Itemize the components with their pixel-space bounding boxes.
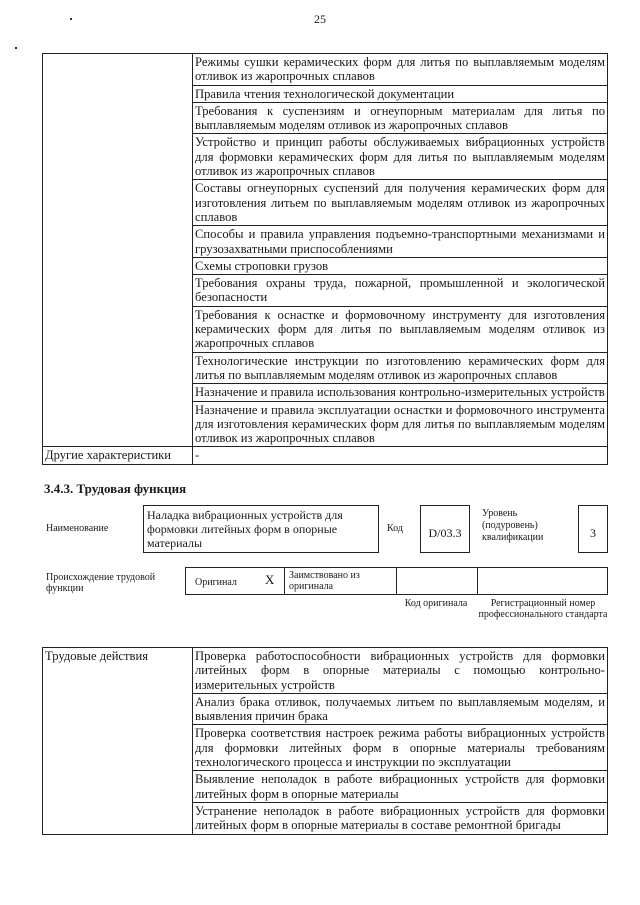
- code-label: Код: [387, 523, 403, 534]
- original-mark: X: [265, 572, 275, 587]
- label-cell: [43, 54, 193, 447]
- table-row: [43, 648, 608, 694]
- code-original-caption: Код оригинала: [404, 598, 468, 609]
- table-cell: Выявление неполадок в работе вибрационных устройств для формовки литейных форм в опорные материалы: [193, 771, 608, 803]
- table-cell: Составы огнеупорных суспензий для получения керамических форм для изготовления литьем по выплавляемым моделям отливок из жаропрочных сплавов: [193, 180, 608, 226]
- other-characteristics-label: Другие характеристики: [43, 447, 193, 464]
- table-cell: Технологические инструкции по изготовлению керамических форм для литья по выплавляемым моделям отливок из жаропрочных сплавов: [193, 352, 608, 384]
- table-cell: Проверка соответствия настроек режима работы вибрационных устройств для формовки литейных форм в опорные материалы требованиям технологического процесса и инструкции по эксплуатации: [193, 725, 608, 771]
- level-field: 3: [578, 505, 608, 553]
- code-field: D/03.3: [420, 505, 470, 553]
- labor-actions-label: Трудовые действия: [43, 648, 193, 835]
- level-label: Уровень (подуровень) квалификации: [482, 508, 544, 543]
- scan-speck: [15, 47, 17, 49]
- knowledge-table: [42, 53, 608, 465]
- name-label: Наименование: [46, 523, 109, 534]
- table-cell: Устройство и принцип работы обслуживаемых вибрационных устройств для формовки керамических форм для литья по выплавляемым моделям отливок из жаропрочных сплавов: [193, 134, 608, 180]
- table-cell: Режимы сушки керамических форм для литья по выплавляемым моделям отливок из жаропрочных сплавов: [193, 54, 608, 86]
- table-row: [43, 54, 608, 86]
- code-original-cell: [396, 567, 478, 595]
- table-cell: Правила чтения технологической документации: [193, 85, 608, 102]
- other-characteristics-value: -: [193, 447, 608, 464]
- labor-actions-table: [42, 647, 608, 835]
- table-cell: Требования к суспензиям и огнеупорным материалам для литья по выплавляемым моделям отливок из жаропрочных сплавов: [193, 102, 608, 134]
- table-cell: Требования охраны труда, пожарной, промышленной и экологической безопасности: [193, 275, 608, 307]
- original-label: Оригинал: [195, 577, 237, 588]
- origin-label: Происхождение трудовой функции: [46, 572, 156, 594]
- table-cell: Проверка работоспособности вибрационных устройств для формовки литейных форм в опорные материалы с помощью контрольно-измерительных устройств: [193, 648, 608, 694]
- table-cell: Требования к оснастке и формовочному инструменту для изготовления керамических форм для литья по выплавляемым моделям отливок из жаропрочных сплавов: [193, 306, 608, 352]
- section-heading: 3.4.3. Трудовая функция: [44, 481, 187, 496]
- table-cell: Назначение и правила эксплуатации оснастки и формовочного инструмента для изготовления керамических форм для литья по выплавляемым моделям отливок из жаропрочных сплавов: [193, 401, 608, 447]
- reg-number-caption: Регистрационный номер профессионального стандарта: [478, 598, 608, 620]
- table-row: [43, 447, 608, 464]
- table-cell: Назначение и правила использования контрольно-измерительных устройств: [193, 384, 608, 401]
- table-cell: Способы и правила управления подъемно-транспортными механизмами и грузозахватными приспособлениями: [193, 226, 608, 258]
- function-name-field: Наладка вибрационных устройств для формовки литейных форм в опорные материалы: [143, 505, 379, 553]
- table-cell: Устранение неполадок в работе вибрационных устройств для формовки литейных форм в опорные материалы в составе ремонтной бригады: [193, 802, 608, 834]
- scan-speck: [70, 18, 72, 20]
- table-cell: Анализ брака отливок, получаемых литьем по выплавляемым моделям, и выявления причин брака: [193, 693, 608, 725]
- page-number: 25: [314, 12, 326, 26]
- borrowed-label: Заимствовано из оригинала: [289, 570, 360, 592]
- table-cell: Схемы строповки грузов: [193, 257, 608, 274]
